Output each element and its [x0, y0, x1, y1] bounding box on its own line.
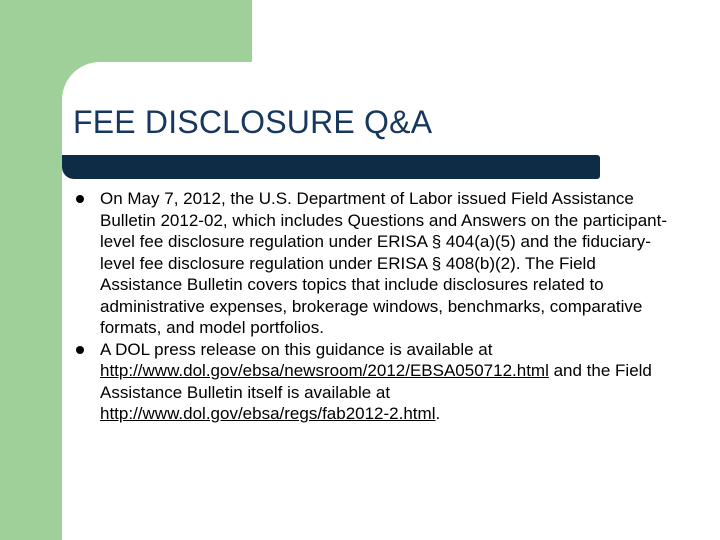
- bullet-icon: [76, 195, 84, 203]
- bullet-icon: [76, 346, 84, 354]
- bullet-item: [74, 188, 674, 339]
- bullet-text-part: A DOL press release on this guidance is available at: [100, 339, 493, 359]
- bullet-text: [100, 339, 674, 425]
- bullet-text-part: .: [435, 404, 441, 423]
- press-release-link[interactable]: http://www.dol.gov/ebsa/newsroom/2012/EBSA050712.html: [100, 361, 549, 380]
- bullet-text-part: and the Field Assistance Bulletin itself is available at: [100, 361, 652, 402]
- bullet-item: [74, 339, 674, 425]
- slide-title: FEE DISCLOSURE Q&A: [73, 104, 433, 140]
- fab-link[interactable]: http://www.dol.gov/ebsa/regs/fab2012-2.html: [100, 404, 436, 423]
- title-underline-bar: [62, 155, 600, 179]
- bullet-text: On May 7, 2012, the U.S. Department of Labor issued Field Assistance Bulletin 2012-02, which includes Questions and Answers on the participant-level fee disclosure regulation under ERISA § 404(a)(5) and the fiduciary-level fee disclosure regulation under ERISA § 408(b)(2). The Field Assistance Bulletin covers topics that include disclosures related to administrative expenses, brokerage windows, benchmarks, comparative formats, and model portfolios.: [100, 189, 668, 337]
- decorative-green-sidebar: [0, 0, 62, 540]
- slide-content: [74, 188, 674, 425]
